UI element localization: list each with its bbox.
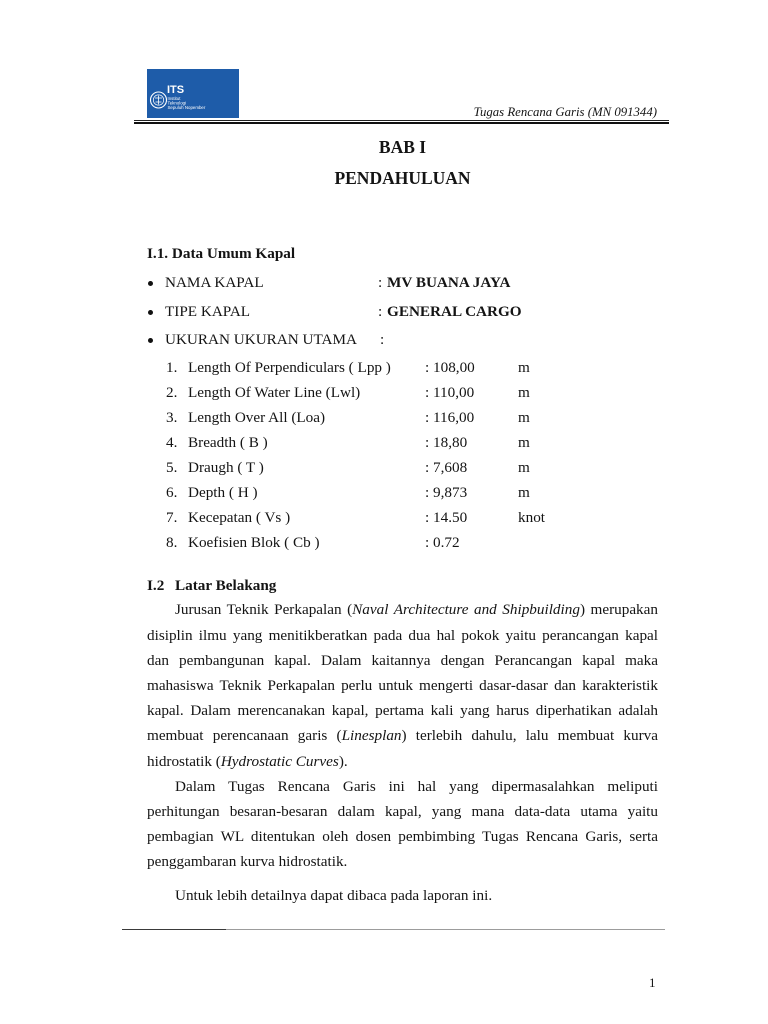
paragraph-line: perhitungan besaran-besaran dalam kapal, yang mana data-data utama yaitu [147,802,658,820]
italic-term: Linesplan [341,727,402,745]
logo-tagline-line: Institut [167,96,181,101]
section-heading-latar-belakang [147,573,467,598]
row-label: Length Over All (Loa) [188,408,326,426]
row-value: 14.50 [433,509,468,527]
row-separator: : [425,459,430,476]
row-number: 5. [166,459,178,476]
section-number: I.2 [147,576,165,594]
text-segment: ). [338,752,348,770]
item-value: MV BUANA JAYA [387,274,511,291]
row-label: Koefisien Blok ( Cb ) [188,534,320,552]
row-separator: : [425,534,430,552]
row-label: Draugh ( T ) [188,459,264,476]
row-unit: m [518,358,530,376]
row-label: Breadth ( B ) [188,433,268,451]
main-dimensions-list [147,355,658,556]
row-value: 18,80 [433,433,468,451]
row-value: 7,608 [433,459,468,476]
ship-general-list [147,269,658,355]
row-label: Kecepatan ( Vs ) [188,509,291,527]
row-number: 4. [166,433,178,451]
row-separator: : [425,383,430,401]
row-number: 1. [166,358,178,376]
dimension-row [147,530,658,555]
row-label: Depth ( H ) [188,484,258,502]
list-item [147,326,658,355]
section-title: Latar Belakang [175,576,277,594]
item-separator: : [378,274,383,291]
row-value: 9,873 [433,484,468,502]
row-value: 0.72 [433,534,460,552]
dimension-row [147,505,658,530]
text-segment: ) terlebih dahulu, lalu membuat kurva [401,727,658,745]
list-item [147,298,658,327]
item-label: NAMA KAPAL [165,274,264,291]
paragraph-2 [147,774,658,875]
paragraph-line: mahasiswa Teknik Perkapalan perlu untuk mengerti dasar-dasar dan karakteristik [147,676,658,694]
text-segment: ) merupakan [579,601,658,619]
row-unit: m [518,433,530,451]
paragraph-3: Untuk lebih detailnya dapat dibaca pada laporan ini. [175,887,493,905]
list-item [147,269,658,298]
text-segment: membuat perencanaan garis ( [147,727,342,745]
text-segment: hidrostatik ( [147,752,221,770]
item-label: TIPE KAPAL [165,302,251,320]
row-value: 110,00 [433,383,475,401]
paragraph-line: dan pembangunan kapal. Dalam kaitannya dengan Perancangan kapal maka [147,651,658,669]
bullet-marker [148,310,153,315]
row-number: 2. [166,383,178,401]
row-value: 108,00 [433,358,475,376]
paragraph-line: Dalam Tugas Rencana Garis ini hal yang dipermasalahkan meliputi [175,777,658,795]
paragraph-1 [147,597,658,773]
page-number: 1 [649,975,656,990]
row-unit: m [518,484,530,502]
italic-term: Naval Architecture and Shipbuilding [352,601,580,619]
item-separator: : [378,302,383,320]
paragraph-line: penggambaran kurva hidrostatik. [147,853,348,871]
row-separator: : [425,408,430,426]
row-separator: : [425,433,430,451]
paragraph-line: disiplin ilmu yang menitikberatkan pada dua hal pokok yaitu perancangan kapal [147,626,658,644]
logo-acronym: ITS [167,84,185,96]
row-value: 116,00 [433,408,475,426]
dimension-row [147,480,658,505]
italic-term: Hydrostatic Curves [220,752,339,770]
header-rule-thick [134,122,669,124]
text-segment: Jurusan Teknik Perkapalan ( [175,601,353,619]
paragraph-line [147,749,658,774]
logo-tagline-line: Sepuluh Nopember [167,105,206,110]
item-label: UKURAN UKURAN UTAMA [165,331,358,348]
row-unit: m [518,383,530,401]
item-separator: : [380,331,385,348]
row-number: 3. [166,408,178,426]
row-unit: m [518,408,530,426]
dimension-row [147,455,658,480]
dimension-row [147,405,658,430]
header-rule-thin [134,120,669,121]
section-heading-data-umum: I.1. Data Umum Kapal [147,244,296,262]
row-separator: : [425,484,430,502]
footer-rule-accent [122,929,226,931]
bullet-marker [148,281,153,286]
dimension-row [147,380,658,405]
paragraph-line [147,723,658,748]
running-header-title: Tugas Rencana Garis (MN 091344) [473,105,657,119]
logo-tagline-line: Teknologi [167,100,187,106]
row-number: 8. [166,534,178,552]
paragraph-line [147,597,658,622]
row-number: 6. [166,484,178,502]
row-unit: knot [518,509,546,527]
row-label: Length Of Water Line (Lwl) [188,383,361,401]
chapter-title: PENDAHULUAN [334,168,471,188]
row-unit: m [518,459,530,476]
its-logo [147,69,239,118]
row-label: Length Of Perpendiculars ( Lpp ) [188,358,391,376]
row-number: 7. [166,509,178,527]
row-separator: : [425,509,430,527]
chapter-number: BAB I [378,137,427,157]
logo-background [147,69,239,118]
paragraph-line: kapal. Dalam merencanakan kapal, pertama kali yang harus diperhatikan adalah [147,702,658,720]
paragraph-line: pembagian WL ditentukan oleh dosen pembimbing Tugas Rencana Garis, serta [147,828,658,846]
bullet-marker [148,338,153,343]
row-separator: : [425,358,430,376]
dimension-row [147,430,658,455]
item-value: GENERAL CARGO [387,302,522,320]
dimension-row [147,355,658,380]
background-text [147,597,658,874]
